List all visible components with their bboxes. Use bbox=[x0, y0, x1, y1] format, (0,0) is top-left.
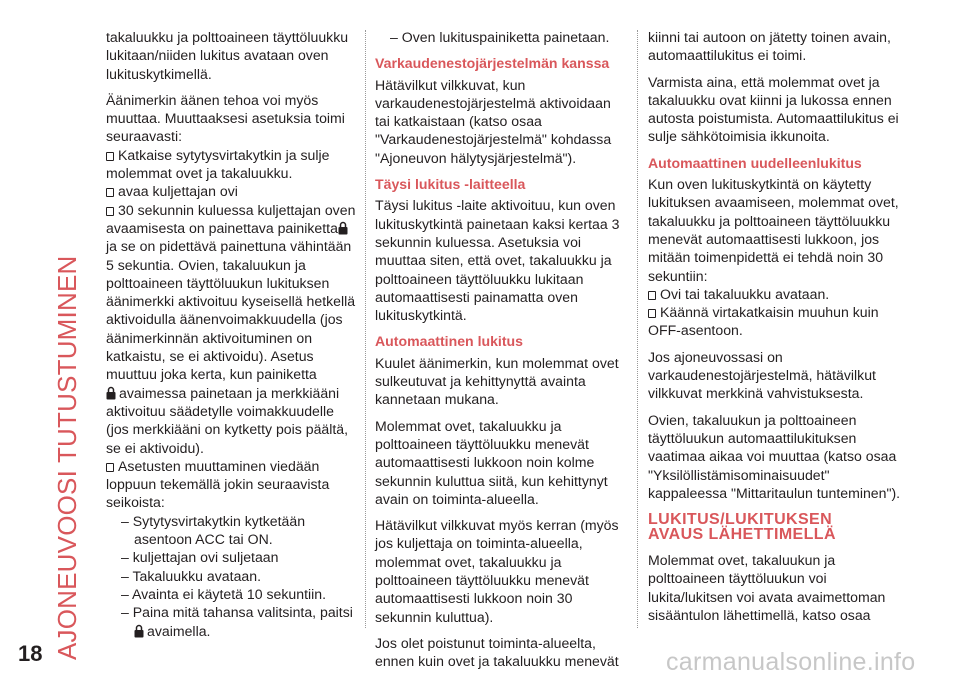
key-lock-icon bbox=[106, 386, 116, 400]
paragraph: Ovien, takaluukun ja polttoaineen täyttöluukun automaattilukituksen vaatimaa aikaa voi muuttaa (katso osaa "Yksilöllistämisominaisuudet" kappaleessa "Mittaritaulun tunteminen"). bbox=[648, 411, 901, 501]
column-2 bbox=[375, 28, 627, 679]
dash-item: – Avainta ei käytetä 10 sekuntiin. bbox=[121, 585, 327, 602]
section-heading: Automaattinen uudelleenlukitus bbox=[648, 154, 862, 171]
paragraph: Hätävilkut vilkkuvat myös kerran (myös jos kuljettaja on toiminta-alueella, molemmat ovet, takaluukku ja polttoaineen täyttöluukku menevät automaattisesti lukkoon noin 30 sekunnin kuluttua). bbox=[375, 517, 619, 625]
paragraph: Jos olet poistunut toiminta-alueelta, ennen kuin ovet ja takaluukku menevät bbox=[375, 634, 619, 670]
square-bullet-icon bbox=[106, 207, 114, 216]
dash-item: – Sytytysvirtakytkin kytketään bbox=[121, 512, 306, 529]
section-side-title: AJONEUVOOSI TUTUSTUMINEN bbox=[52, 255, 82, 660]
paragraph: kiinni tai autoon on jätetty toinen avain, automaattilukitus ei toimi. bbox=[648, 29, 891, 64]
dash-item: – kuljettajan ovi suljetaan bbox=[121, 549, 279, 566]
paragraph: Jos ajoneuvossasi on varkaudenestojärjestelmä, hätävilkut vilkkuvat merkkinä vahvistuksesta. bbox=[648, 348, 876, 402]
major-heading: LUKITUS/LUKITUKSEN AVAUS LÄHETTIMELLÄ bbox=[648, 511, 836, 544]
section-heading: Varkaudenestojärjestelmän kanssa bbox=[375, 55, 610, 72]
paragraph: Molemmat ovet, takaluukun ja polttoaineen täyttöluukun voi lukita/lukitsen voi avata avaimettoman sisääntulon lähettimellä, katso osaa bbox=[648, 552, 886, 624]
bullet-item: Asetusten muuttaminen viedään loppuun tekemällä jokin seuraavista seikoista: bbox=[106, 457, 330, 511]
paragraph: Äänimerkin äänen tehoa voi myös muuttaa. Muuttaaksesi asetuksia toimi seuraavasti: bbox=[106, 91, 345, 145]
column-divider bbox=[365, 30, 366, 628]
column-1 bbox=[106, 28, 356, 640]
section-heading: Täysi lukitus -laitteella bbox=[375, 176, 526, 193]
section-heading: Automaattinen lukitus bbox=[375, 333, 523, 350]
bullet-item: Käännä virtakatkaisin muuhun kuin OFF-asentoon. bbox=[648, 304, 879, 339]
watermark: carmanualsonline.info bbox=[666, 648, 916, 676]
square-bullet-icon bbox=[106, 188, 114, 197]
paragraph: Kun oven lukituskytkintä on käytetty lukituksen avaamiseen, molemmat ovet, takaluukku ja polttoaineen täyttöluukku menevät automaattisesti lukkoon, jos mitään toimenpidettä ei tehdä noin 30 sekuntiin: bbox=[648, 176, 899, 284]
square-bullet-icon bbox=[648, 309, 656, 318]
paragraph: Varmista aina, että molemmat ovet ja takaluukku ovat kiinni ja lukossa ennen autosta poistumista. Automaattilukitus ei sulje sähkötoimisia ikkunoita. bbox=[648, 73, 899, 145]
dash-item: – Oven lukituspainiketta painetaan. bbox=[390, 29, 610, 45]
dash-item-continued: asentoon ACC tai ON. bbox=[134, 531, 273, 548]
page-number: 18 bbox=[18, 641, 43, 666]
paragraph: Kuulet äänimerkin, kun molemmat ovet sulkeutuvat ja kehittynyttä avainta kannetaan mukana. bbox=[375, 354, 619, 408]
dash-item-continued: avaimella. bbox=[106, 622, 356, 640]
bullet-item: Katkaise sytytysvirtakytkin ja sulje molemmat ovet ja takaluukku. bbox=[106, 146, 330, 182]
bullet-item: 30 sekunnin kuluessa kuljettajan oven avaamisesta on painettava painikettaja se on pidettävä painettuna vähintään 5 sekuntia. Ovien, takaluukun ja polttoaineen täyttöluukun lukituksen äänimerkki aktivoituu kyseisellä hetkellä aktivoidulla äänenvoimakkuudella (jos äänimerkinnän aktivoituminen on katkaistu, se ei aktivoidu). Asetus muuttuu joka kerta, kun painiketta avaimessa painetaan ja merkkiääni aktivoituu säädetylle voimakkuudelle (jos merkkiääni on kytketty pois päältä, se ei aktivoidu). bbox=[106, 201, 356, 456]
column-divider bbox=[637, 30, 638, 628]
column-3 bbox=[648, 28, 910, 632]
dash-item: – Paina mitä tahansa valitsinta, paitsi bbox=[121, 604, 353, 621]
bullet-item: Ovi tai takaluukku avataan. bbox=[648, 285, 910, 303]
bullet-item: avaa kuljettajan ovi bbox=[106, 182, 356, 200]
paragraph: takaluukku ja polttoaineen täyttöluukku lukitaan/niiden lukitus avataan oven lukituskytkimellä. bbox=[106, 29, 349, 82]
paragraph: Molemmat ovet, takaluukku ja polttoaineen täyttöluukku menevät automaattisesti lukkoon noin kolme sekunnin kuluttua siitä, kun kehittynyt avain on toiminta-alueella. bbox=[375, 417, 608, 507]
paragraph: Täysi lukitus -laite aktivoituu, kun oven lukituskytkintä painetaan kaksi kertaa 3 sekunnin kuluessa. Asetuksia voi muuttaa siten, että ovet, takaluukku ja polttoaineen täyttöluukku lukitaan automaattisesti painamatta oven lukituskytkintä. bbox=[375, 197, 620, 324]
dash-item: – Takaluukku avataan. bbox=[121, 567, 261, 584]
paragraph: Hätävilkut vilkkuvat, kun varkaudenestojärjestelmä aktivoidaan tai katkaistaan (katso osaa "Varkaudenestojärjestelmä" kohdassa "Ajoneuvon hälytysjärjestelmä"). bbox=[375, 76, 612, 166]
key-lock-icon bbox=[338, 221, 348, 235]
square-bullet-icon bbox=[648, 291, 656, 300]
square-bullet-icon bbox=[106, 152, 114, 161]
square-bullet-icon bbox=[106, 463, 114, 472]
key-lock-icon bbox=[134, 624, 144, 638]
